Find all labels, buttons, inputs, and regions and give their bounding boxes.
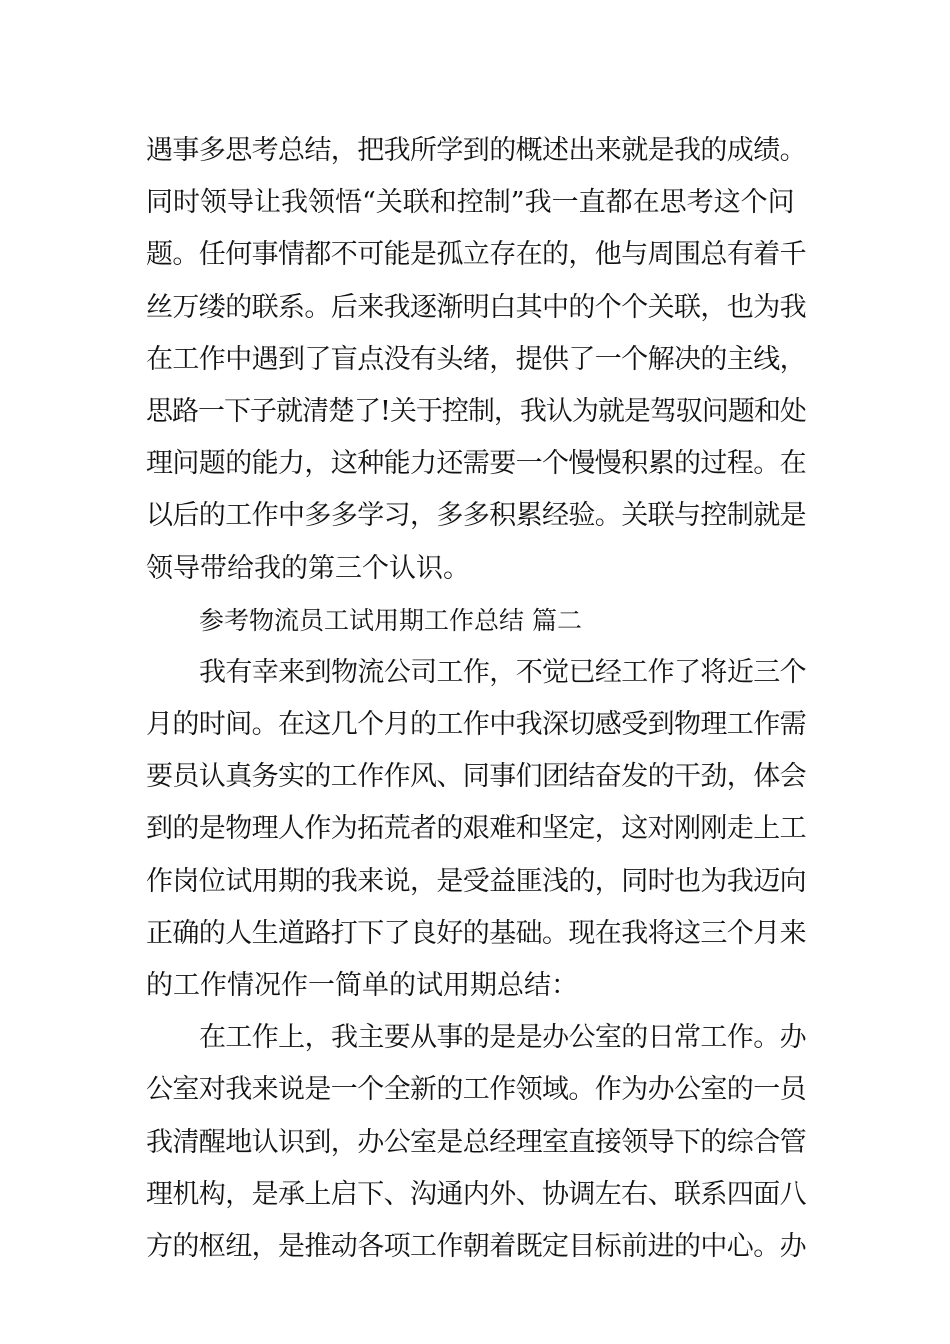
text-line: 公室对我来说是一个全新的工作领域。作为办公室的一员 [146,1074,806,1106]
text-line: 我清醒地认识到，办公室是总经理室直接领导下的综合管 [146,1126,806,1158]
text-line: 在工作中遇到了盲点没有头绪，提供了一个解决的主线， [146,343,806,375]
text-line: 我有幸来到物流公司工作，不觉已经工作了将近三个 [199,656,806,688]
text-line: 理问题的能力，这种能力还需要一个慢慢积累的过程。在 [146,448,806,480]
text-line: 正确的人生道路打下了良好的基础。现在我将这三个月来 [146,917,806,949]
text-line: 月的时间。在这几个月的工作中我深切感受到物理工作需 [146,709,806,741]
text-line: 同时领导让我领悟“关联和控制”我一直都在思考这个问 [146,187,795,219]
text-line: 思路一下子就清楚了!关于控制，我认为就是驾驭问题和处 [146,395,806,427]
text-line: 领导带给我的第三个认识。 [146,552,470,584]
text-line: 方的枢纽，是推动各项工作朝着既定目标前进的中心。办 [146,1230,806,1262]
text-line: 在工作上，我主要从事的是是办公室的日常工作。办 [199,1022,806,1054]
document-body [0,125,950,1273]
text-line: 作岗位试用期的我来说，是受益匪浅的，同时也为我迈向 [146,865,806,897]
text-line: 以后的工作中多多学习，多多积累经验。关联与控制就是 [146,500,806,532]
text-line: 要员认真务实的工作作风、同事们团结奋发的干劲，体会 [146,761,806,793]
text-line: 理机构，是承上启下、沟通内外、协调左右、联系四面八 [146,1178,806,1210]
text-line: 到的是物理人作为拓荒者的艰难和坚定，这对刚刚走上工 [146,813,806,845]
section-heading: 参考物流员工试用期工作总结 篇二 [199,605,582,635]
text-line: 遇事多思考总结，把我所学到的概述出来就是我的成绩。 [146,135,806,166]
text-line: 丝万缕的联系。后来我逐渐明白其中的个个关联，也为我 [146,291,806,323]
text-line: 的工作情况作一简单的试用期总结： [146,970,578,1001]
text-line: 题。任何事情都不可能是孤立存在的，他与周围总有着千 [146,239,806,271]
